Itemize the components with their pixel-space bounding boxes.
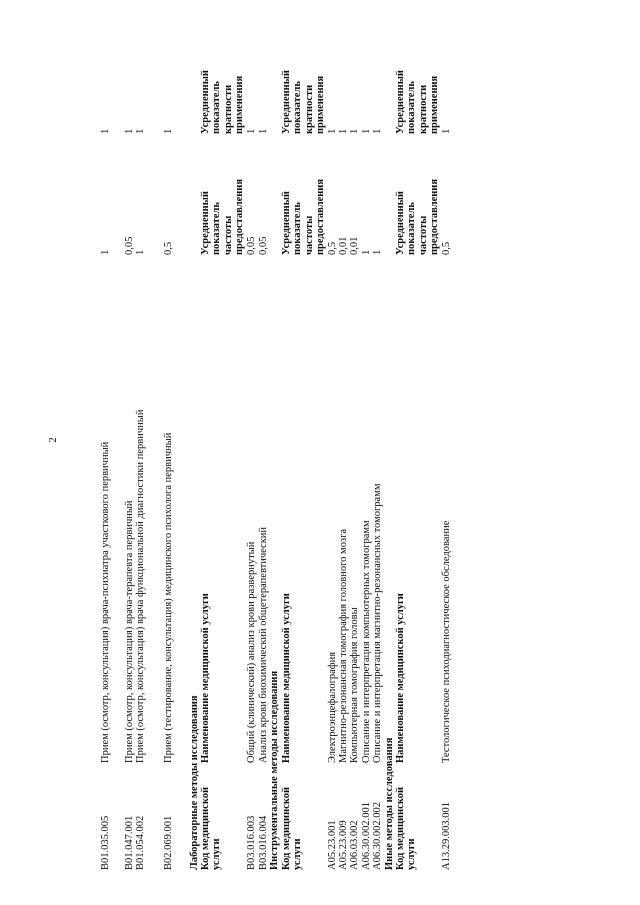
section-title-laboratory: Лабораторные методы исследования: [189, 695, 200, 870]
service-code: B02.069.001: [163, 815, 174, 870]
frequency-value: 0,5: [327, 241, 338, 255]
header-code: Код медицинской услуги: [395, 786, 418, 870]
frequency-value: 0,05: [258, 236, 269, 255]
service-name: Прием (осмотр, консультация) врача функциональной диагностики первичный: [135, 409, 146, 763]
frequency-value: 1: [361, 249, 372, 255]
service-name: Прием (тестирование, консультация) медицинского психолога первичный: [163, 432, 174, 763]
rotated-document-page: [48, 10, 608, 870]
multiplicity-value: 1: [372, 128, 383, 134]
frequency-value: 0,01: [349, 236, 360, 255]
service-code: B01.054.002: [135, 815, 146, 870]
header-multiplicity: Усредненный показатель кратности применения: [395, 70, 441, 134]
header-name: Наименование медицинской услуги: [395, 593, 406, 763]
header-frequency: Усредненный показатель частоты предоставления: [395, 178, 441, 255]
multiplicity-value: 1: [361, 128, 372, 134]
multiplicity-value: 1: [349, 128, 360, 134]
multiplicity-value: 1: [327, 128, 338, 134]
header-frequency: Усредненный показатель частоты предоставления: [281, 178, 327, 255]
frequency-value: 0,5: [441, 241, 452, 255]
service-code: A06.30.002.002: [372, 802, 383, 870]
service-code: B03.016.004: [258, 815, 269, 870]
service-code: B01.035.005: [100, 815, 111, 870]
header-code: Код медицинской услуги: [200, 786, 223, 870]
header-code: Код медицинской услуги: [281, 786, 304, 870]
service-name: Описание и интерпретация компьютерных томограмм: [361, 520, 372, 763]
section-title-other: Иные методы исследования: [384, 737, 395, 870]
frequency-value: 1: [100, 249, 111, 255]
multiplicity-value: 1: [246, 128, 257, 134]
service-code: A05.23.009: [338, 820, 349, 870]
service-code: B01.047.001: [124, 815, 135, 870]
multiplicity-value: 1: [258, 128, 269, 134]
multiplicity-value: 1: [163, 128, 174, 134]
service-name: Общий (клинический) анализ крови развернутый: [246, 541, 257, 763]
frequency-value: 0,05: [246, 236, 257, 255]
frequency-value: 1: [372, 249, 383, 255]
multiplicity-value: 1: [338, 128, 349, 134]
service-code: A13.29.003.001: [441, 802, 452, 870]
service-name: Прием (осмотр, консультация) врача-терапевта первичный: [124, 500, 135, 763]
service-code: A06.30.002.001: [361, 802, 372, 870]
header-frequency: Усредненный показатель частоты предоставления: [200, 178, 246, 255]
service-name: Прием (осмотр, консультация) врача-психиатра участкового первичный: [100, 441, 111, 763]
page-number: 2: [47, 437, 59, 443]
header-multiplicity: Усредненный показатель кратности применения: [281, 70, 327, 134]
service-code: A06.03.002: [349, 820, 360, 870]
frequency-value: 0,01: [338, 236, 349, 255]
multiplicity-value: 1: [124, 128, 135, 134]
service-name: Электроэнцефалография: [327, 651, 338, 763]
header-multiplicity: Усредненный показатель кратности применения: [200, 70, 246, 134]
service-name: Компьютерная томография головы: [349, 607, 360, 763]
frequency-value: 1: [135, 249, 146, 255]
header-name: Наименование медицинской услуги: [281, 593, 292, 763]
service-name: Магнитно-резонансная томография головного мозга: [338, 528, 349, 763]
multiplicity-value: 1: [100, 128, 111, 134]
frequency-value: 0,05: [124, 236, 135, 255]
section-title-instrumental: Инструментальные методы исследования: [269, 670, 280, 870]
multiplicity-value: 1: [135, 128, 146, 134]
service-code: A05.23.001: [327, 820, 338, 870]
multiplicity-value: 1: [441, 128, 452, 134]
service-code: B03.016.003: [246, 815, 257, 870]
frequency-value: 0,5: [163, 241, 174, 255]
service-name: Тестологическое психодиагностическое обследование: [441, 520, 452, 763]
header-name: Наименование медицинской услуги: [200, 593, 211, 763]
service-name: Описание и интерпретация магнитно-резонансных томограмм: [372, 483, 383, 763]
service-name: Анализ крови биохимический общетерапевтический: [258, 526, 269, 763]
